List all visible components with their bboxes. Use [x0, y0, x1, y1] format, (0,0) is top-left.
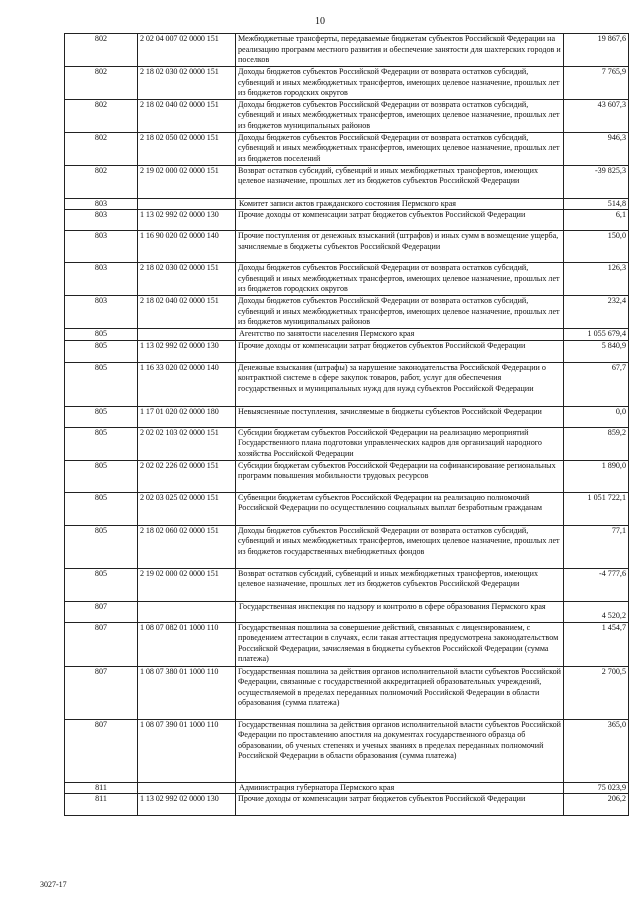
- revenue-table: [64, 33, 629, 816]
- budget-code-cell: 1 17 01 020 02 0000 180: [138, 406, 236, 427]
- budget-code-cell: 2 19 02 000 02 0000 151: [138, 165, 236, 198]
- admin-code-cell: 805: [65, 492, 138, 525]
- table-row: [65, 666, 629, 719]
- admin-code-cell: 803: [65, 231, 138, 263]
- amount-cell: 7 765,9: [564, 67, 629, 100]
- amount-cell: 0,0: [564, 406, 629, 427]
- amount-cell: 6,1: [564, 210, 629, 231]
- table-row: [65, 794, 629, 816]
- table-row: [65, 568, 629, 601]
- admin-code-cell: 802: [65, 67, 138, 100]
- budget-code-cell: [138, 782, 236, 794]
- table-row: [65, 34, 629, 67]
- budget-code-cell: [138, 329, 236, 341]
- table-row: [65, 231, 629, 263]
- table-group-row: [65, 329, 629, 341]
- amount-cell: 514,8: [564, 198, 629, 210]
- amount-cell: 67,7: [564, 362, 629, 406]
- revenue-name-cell: Прочие поступления от денежных взысканий (штрафов) и иных сумм в возмещение ущерба, зачисляемые в бюджеты субъектов Российской Федерации: [236, 231, 564, 263]
- amount-cell: 1 055 679,4: [564, 329, 629, 341]
- table-row: [65, 67, 629, 100]
- budget-code-cell: 2 18 02 050 02 0000 151: [138, 132, 236, 165]
- admin-code-cell: 805: [65, 406, 138, 427]
- revenue-name-cell: Субсидии бюджетам субъектов Российской Федерации на софинансирование региональных программ повышения мобильности трудовых ресурсов: [236, 460, 564, 492]
- amount-cell: 2 700,5: [564, 666, 629, 719]
- amount-cell: 1 051 722,1: [564, 492, 629, 525]
- admin-code-cell: 805: [65, 340, 138, 362]
- budget-code-cell: 1 08 07 082 01 1000 110: [138, 622, 236, 666]
- admin-code-cell: 811: [65, 794, 138, 816]
- table-group-row: [65, 198, 629, 210]
- admin-code-cell: 805: [65, 460, 138, 492]
- admin-code-cell: 805: [65, 525, 138, 568]
- budget-code-cell: 1 16 90 020 02 0000 140: [138, 231, 236, 263]
- amount-cell: -4 777,6: [564, 568, 629, 601]
- amount-cell: 946,3: [564, 132, 629, 165]
- table-row: [65, 427, 629, 460]
- revenue-name-cell: Комитет записи актов гражданского состояния Пермского края: [236, 198, 564, 210]
- revenue-name-cell: Государственная пошлина за совершение действий, связанных с лицензированием, с проведением аттестации в случаях, если такая аттестация предусмотрена законодательством Российской Федерации, зачисляемая в бюджеты субъектов Российской Федерации (сумма платежа): [236, 622, 564, 666]
- budget-code-cell: 1 13 02 992 02 0000 130: [138, 340, 236, 362]
- budget-code-cell: 2 02 02 103 02 0000 151: [138, 427, 236, 460]
- amount-cell: 365,0: [564, 719, 629, 782]
- revenue-name-cell: Государственная пошлина за действия органов исполнительной власти субъектов Российской Федерации по проставлению апостиля на документах государственного образца об образовании, об ученых степенях и ученых званиях в пределах переданных полномочий Российской Федерации в области образования (сумма платежа): [236, 719, 564, 782]
- admin-code-cell: 805: [65, 362, 138, 406]
- revenue-name-cell: Доходы бюджетов субъектов Российской Федерации от возврата остатков субсидий, субвенций и иных межбюджетных трансфертов, имеющих целевое назначение, прошлых лет из бюджетов городских округов: [236, 67, 564, 100]
- revenue-name-cell: Доходы бюджетов субъектов Российской Федерации от возврата остатков субсидий, субвенций и иных межбюджетных трансфертов, имеющих целевое назначение, прошлых лет из бюджетов поселений: [236, 132, 564, 165]
- amount-cell: 5 840,9: [564, 340, 629, 362]
- revenue-name-cell: Государственная пошлина за действия органов исполнительной власти субъектов Российской Федерации, связанные с государственной аккредитацией образовательных учреждений, осуществляемой в пределах переданных полномочий Российской Федерации в области образования (сумма платежа): [236, 666, 564, 719]
- revenue-name-cell: Межбюджетные трансферты, передаваемые бюджетам субъектов Российской Федерации на реализацию программ местного развития и обеспечение занятости для шахтерских городов и поселков: [236, 34, 564, 67]
- revenue-table-body: [65, 34, 629, 816]
- budget-code-cell: 2 18 02 030 02 0000 151: [138, 263, 236, 296]
- budget-code-cell: [138, 601, 236, 622]
- amount-cell: 206,2: [564, 794, 629, 816]
- revenue-name-cell: Возврат остатков субсидий, субвенций и иных межбюджетных трансфертов, имеющих целевое назначение, прошлых лет из бюджетов субъектов Российской Федерации: [236, 165, 564, 198]
- amount-cell: 4 520,2: [564, 601, 629, 622]
- admin-code-cell: 802: [65, 99, 138, 132]
- table-row: [65, 165, 629, 198]
- amount-cell: 75 023,9: [564, 782, 629, 794]
- amount-cell: 1 890,0: [564, 460, 629, 492]
- table-row: [65, 99, 629, 132]
- revenue-name-cell: Доходы бюджетов субъектов Российской Федерации от возврата остатков субсидий, субвенций и иных межбюджетных трансфертов, имеющих целевое назначение, прошлых лет из бюджетов городских округов: [236, 263, 564, 296]
- admin-code-cell: 807: [65, 719, 138, 782]
- admin-code-cell: 807: [65, 601, 138, 622]
- revenue-name-cell: Прочие доходы от компенсации затрат бюджетов субъектов Российской Федерации: [236, 210, 564, 231]
- page-number: 10: [315, 16, 325, 27]
- budget-code-cell: 2 18 02 040 02 0000 151: [138, 296, 236, 329]
- admin-code-cell: 807: [65, 622, 138, 666]
- budget-code-cell: 1 16 33 020 02 0000 140: [138, 362, 236, 406]
- admin-code-cell: 805: [65, 427, 138, 460]
- table-row: [65, 622, 629, 666]
- budget-code-cell: 1 13 02 992 02 0000 130: [138, 794, 236, 816]
- budget-code-cell: 2 02 04 007 02 0000 151: [138, 34, 236, 67]
- table-row: [65, 492, 629, 525]
- budget-code-cell: 2 18 02 030 02 0000 151: [138, 67, 236, 100]
- table-row: [65, 362, 629, 406]
- table-row: [65, 132, 629, 165]
- table-group-row: [65, 601, 629, 622]
- amount-cell: 77,1: [564, 525, 629, 568]
- budget-code-cell: [138, 198, 236, 210]
- budget-code-cell: 1 13 02 992 02 0000 130: [138, 210, 236, 231]
- admin-code-cell: 803: [65, 296, 138, 329]
- revenue-name-cell: Субвенции бюджетам субъектов Российской Федерации на реализацию полномочий Российской Федерации по осуществлению социальных выплат безработным гражданам: [236, 492, 564, 525]
- admin-code-cell: 803: [65, 263, 138, 296]
- revenue-name-cell: Субсидии бюджетам субъектов Российской Федерации на реализацию мероприятий Государственного плана подготовки управленческих кадров для организаций народного хозяйства Российской Федерации: [236, 427, 564, 460]
- footer-code: 3027-17: [40, 880, 67, 889]
- budget-code-cell: 2 02 03 025 02 0000 151: [138, 492, 236, 525]
- admin-code-cell: 807: [65, 666, 138, 719]
- budget-code-cell: 1 08 07 390 01 1000 110: [138, 719, 236, 782]
- table-row: [65, 406, 629, 427]
- amount-cell: 126,3: [564, 263, 629, 296]
- revenue-name-cell: Доходы бюджетов субъектов Российской Федерации от возврата остатков субсидий, субвенций и иных межбюджетных трансфертов, имеющих целевое назначение, прошлых лет из бюджетов муниципальных районов: [236, 296, 564, 329]
- revenue-name-cell: Прочие доходы от компенсации затрат бюджетов субъектов Российской Федерации: [236, 340, 564, 362]
- table-row: [65, 210, 629, 231]
- table-row: [65, 340, 629, 362]
- budget-code-cell: 1 08 07 380 01 1000 110: [138, 666, 236, 719]
- budget-code-cell: 2 02 02 226 02 0000 151: [138, 460, 236, 492]
- admin-code-cell: 811: [65, 782, 138, 794]
- table-row: [65, 460, 629, 492]
- revenue-name-cell: Доходы бюджетов субъектов Российской Федерации от возврата остатков субсидий, субвенций и иных межбюджетных трансфертов, имеющих целевое назначение, прошлых лет из бюджетов муниципальных районов: [236, 99, 564, 132]
- table-row: [65, 263, 629, 296]
- table-row: [65, 296, 629, 329]
- amount-cell: 232,4: [564, 296, 629, 329]
- revenue-name-cell: Агентство по занятости населения Пермского края: [236, 329, 564, 341]
- amount-cell: -39 825,3: [564, 165, 629, 198]
- admin-code-cell: 805: [65, 568, 138, 601]
- amount-cell: 43 607,3: [564, 99, 629, 132]
- revenue-name-cell: Прочие доходы от компенсации затрат бюджетов субъектов Российской Федерации: [236, 794, 564, 816]
- amount-cell: 1 454,7: [564, 622, 629, 666]
- revenue-name-cell: Администрация губернатора Пермского края: [236, 782, 564, 794]
- revenue-name-cell: Государственная инспекция по надзору и контролю в сфере образования Пермского края: [236, 601, 564, 622]
- revenue-name-cell: Возврат остатков субсидий, субвенций и иных межбюджетных трансфертов, имеющих целевое назначение, прошлых лет из бюджетов субъектов Российской Федерации: [236, 568, 564, 601]
- admin-code-cell: 802: [65, 132, 138, 165]
- revenue-name-cell: Доходы бюджетов субъектов Российской Федерации от возврата остатков субсидий, субвенций и иных межбюджетных трансфертов, имеющих целевое назначение, прошлых лет из бюджетов государственных внебюджетных фондов: [236, 525, 564, 568]
- amount-cell: 150,0: [564, 231, 629, 263]
- table-group-row: [65, 782, 629, 794]
- amount-cell: 19 867,6: [564, 34, 629, 67]
- table-row: [65, 525, 629, 568]
- amount-cell: 859,2: [564, 427, 629, 460]
- admin-code-cell: 802: [65, 34, 138, 67]
- budget-code-cell: 2 18 02 060 02 0000 151: [138, 525, 236, 568]
- revenue-name-cell: Денежные взыскания (штрафы) за нарушение законодательства Российской Федерации о контрактной системе в сфере закупок товаров, работ, услуг для обеспечения государственных и муниципальных нужд для нужд субъектов Российской Федерации: [236, 362, 564, 406]
- revenue-name-cell: Невыясненные поступления, зачисляемые в бюджеты субъектов Российской Федерации: [236, 406, 564, 427]
- budget-code-cell: 2 18 02 040 02 0000 151: [138, 99, 236, 132]
- budget-code-cell: 2 19 02 000 02 0000 151: [138, 568, 236, 601]
- admin-code-cell: 803: [65, 210, 138, 231]
- admin-code-cell: 802: [65, 165, 138, 198]
- table-row: [65, 719, 629, 782]
- admin-code-cell: 803: [65, 198, 138, 210]
- admin-code-cell: 805: [65, 329, 138, 341]
